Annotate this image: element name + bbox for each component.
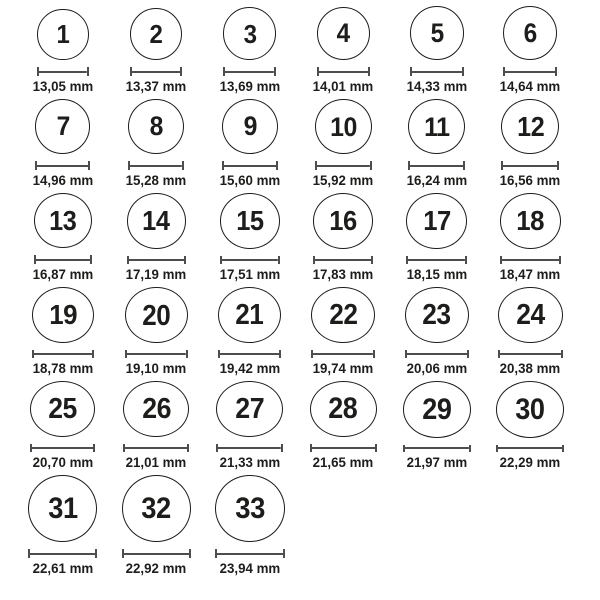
diameter-label: 13,37 mm (125, 78, 187, 94)
diameter-label: 14,96 mm (32, 172, 94, 188)
diameter-label: 22,92 mm (125, 560, 187, 576)
ring-size-item (16, 99, 110, 193)
ring-size-item (297, 287, 391, 381)
ring-size-number: 16 (329, 204, 358, 236)
ring-circle (222, 99, 278, 154)
ring-circle (130, 8, 182, 60)
diameter-measure-line (406, 256, 467, 264)
diameter-measure-line (223, 67, 276, 76)
diameter-label: 19,74 mm (312, 360, 374, 376)
ring-circle (403, 381, 471, 438)
ring-circle (317, 7, 370, 60)
ring-size-number: 22 (329, 298, 358, 331)
diameter-label: 15,28 mm (125, 172, 187, 188)
ring-size-item (390, 99, 484, 193)
ring-size-number: 30 (515, 392, 545, 426)
ring-circle (500, 193, 561, 249)
ring-circle (35, 99, 90, 154)
ring-size-item (16, 5, 110, 99)
ring-circle (503, 6, 557, 60)
diameter-label: 13,69 mm (219, 78, 281, 94)
ring-circle (125, 287, 188, 343)
ring-size-number: 25 (48, 392, 78, 425)
diameter-label: 16,24 mm (406, 172, 468, 188)
diameter-label: 16,56 mm (499, 172, 561, 188)
ring-size-item (203, 381, 297, 475)
diameter-measure-line (28, 549, 97, 558)
ring-size-number: 33 (234, 491, 265, 525)
diameter-measure-line (128, 161, 184, 170)
diameter-label: 18,78 mm (32, 360, 94, 376)
ring-size-number: 3 (243, 18, 257, 49)
ring-size-number: 26 (141, 392, 171, 425)
ring-size-number: 10 (329, 111, 357, 143)
diameter-measure-line (123, 444, 189, 452)
diameter-measure-line (122, 549, 191, 558)
ring-size-number: 27 (235, 392, 265, 425)
diameter-measure-line (34, 255, 92, 264)
ring-size-item (110, 193, 204, 287)
ring-size-number: 29 (422, 392, 452, 426)
ring-row (16, 99, 600, 193)
ring-size-item (297, 99, 391, 193)
ring-size-item (484, 193, 578, 287)
ring-size-number: 6 (523, 17, 537, 48)
diameter-measure-line (216, 444, 283, 452)
diameter-label: 13,05 mm (32, 78, 94, 94)
ring-circle (406, 193, 467, 249)
diameter-measure-line (37, 67, 89, 76)
ring-size-item (110, 99, 204, 193)
ring-circle (216, 381, 283, 437)
diameter-measure-line (218, 350, 281, 358)
ring-size-number: 31 (48, 491, 78, 525)
ring-size-number: 4 (336, 18, 350, 49)
ring-size-item (390, 287, 484, 381)
ring-size-item (203, 287, 297, 381)
diameter-measure-line (503, 67, 557, 76)
ring-size-item (16, 287, 110, 381)
ring-size-number: 14 (142, 204, 170, 236)
ring-circle (501, 99, 559, 154)
diameter-measure-line (498, 350, 563, 358)
ring-size-number: 11 (423, 111, 450, 143)
diameter-measure-line (310, 444, 377, 452)
diameter-label: 19,10 mm (125, 360, 187, 376)
ring-size-item (390, 193, 484, 287)
ring-circle (32, 287, 94, 343)
ring-size-item (484, 99, 578, 193)
ring-size-number: 18 (516, 204, 545, 236)
ring-size-item (390, 5, 484, 99)
diameter-measure-line (222, 161, 278, 170)
diameter-measure-line (410, 67, 464, 76)
diameter-measure-line (220, 256, 280, 264)
ring-size-number: 17 (422, 204, 451, 236)
ring-size-item (203, 475, 297, 581)
diameter-measure-line (32, 350, 94, 358)
diameter-measure-line (313, 256, 373, 264)
ring-size-item (297, 5, 391, 99)
ring-circle (34, 193, 92, 248)
ring-size-item (484, 5, 578, 99)
ring-size-number: 9 (243, 111, 257, 142)
diameter-label: 22,29 mm (499, 454, 561, 470)
ring-circle (215, 475, 285, 542)
diameter-measure-line (127, 256, 186, 264)
ring-circle (223, 7, 276, 60)
diameter-label: 18,47 mm (499, 266, 561, 282)
ring-circle (313, 193, 373, 249)
diameter-measure-line (311, 350, 375, 358)
ring-size-item (16, 193, 110, 287)
ring-size-item (297, 193, 391, 287)
ring-row (16, 381, 600, 475)
diameter-measure-line (215, 549, 285, 558)
ring-size-item (390, 381, 484, 475)
ring-circle (220, 193, 280, 249)
ring-size-item (203, 99, 297, 193)
diameter-label: 20,38 mm (499, 360, 561, 376)
diameter-measure-line (403, 445, 471, 452)
ring-circle (37, 9, 89, 61)
ring-size-number: 12 (516, 111, 544, 143)
diameter-measure-line (500, 256, 561, 264)
diameter-label: 15,92 mm (312, 172, 374, 188)
ring-size-number: 7 (56, 111, 70, 142)
diameter-label: 14,64 mm (499, 78, 561, 94)
ring-circle (310, 381, 377, 437)
ring-size-item (110, 5, 204, 99)
ring-size-item (110, 287, 204, 381)
ring-circle (123, 381, 189, 437)
ring-circle (408, 99, 465, 154)
diameter-measure-line (130, 67, 182, 76)
diameter-measure-line (496, 445, 564, 452)
ring-size-number: 8 (149, 111, 163, 142)
ring-circle (315, 99, 372, 154)
ring-circle (28, 475, 97, 542)
diameter-label: 20,06 mm (406, 360, 468, 376)
ring-circle (127, 193, 186, 249)
diameter-measure-line (405, 350, 469, 358)
diameter-measure-line (408, 161, 465, 170)
ring-size-number: 13 (49, 205, 77, 237)
diameter-label: 23,94 mm (219, 560, 281, 576)
ring-size-item (110, 381, 204, 475)
ring-circle (405, 287, 469, 343)
ring-row (16, 193, 600, 287)
ring-circle (496, 381, 564, 438)
ring-size-number: 15 (236, 204, 264, 236)
diameter-label: 22,61 mm (32, 560, 94, 576)
ring-size-number: 2 (149, 18, 163, 49)
ring-row (16, 287, 600, 381)
ring-size-number: 20 (142, 298, 171, 331)
diameter-label: 14,33 mm (406, 78, 468, 94)
ring-size-item (484, 287, 578, 381)
ring-size-item (484, 381, 578, 475)
ring-size-number: 28 (328, 392, 358, 425)
ring-circle (498, 287, 563, 343)
diameter-label: 17,51 mm (219, 266, 281, 282)
diameter-measure-line (30, 444, 95, 452)
diameter-label: 21,33 mm (219, 454, 281, 470)
diameter-label: 20,70 mm (32, 454, 94, 470)
diameter-label: 15,60 mm (219, 172, 281, 188)
diameter-label: 17,19 mm (125, 266, 187, 282)
ring-size-number: 1 (56, 19, 70, 50)
ring-size-item (203, 5, 297, 99)
ring-size-item (203, 193, 297, 287)
ring-circle (30, 381, 95, 437)
diameter-label: 18,15 mm (406, 266, 468, 282)
ring-size-number: 24 (515, 298, 545, 331)
ring-size-number: 23 (422, 298, 451, 331)
diameter-measure-line (317, 67, 370, 76)
diameter-label: 21,97 mm (406, 454, 468, 470)
ring-row (16, 475, 600, 581)
ring-circle (311, 287, 375, 343)
diameter-label: 16,87 mm (32, 266, 94, 282)
ring-size-item (297, 381, 391, 475)
ring-size-item (16, 381, 110, 475)
diameter-label: 21,01 mm (125, 454, 187, 470)
ring-circle (122, 475, 191, 542)
ring-circle (128, 99, 184, 154)
diameter-label: 17,83 mm (312, 266, 374, 282)
ring-circle (218, 287, 281, 343)
diameter-label: 21,65 mm (312, 454, 374, 470)
diameter-measure-line (125, 350, 188, 358)
diameter-measure-line (501, 161, 559, 170)
ring-size-item (110, 475, 204, 581)
ring-size-number: 5 (430, 17, 444, 48)
ring-size-number: 19 (48, 298, 77, 330)
ring-size-number: 32 (141, 491, 171, 525)
ring-circle (410, 6, 464, 60)
diameter-label: 14,01 mm (312, 78, 374, 94)
diameter-label: 19,42 mm (219, 360, 281, 376)
diameter-measure-line (35, 161, 90, 170)
diameter-measure-line (315, 161, 372, 170)
ring-size-number: 21 (235, 298, 264, 331)
ring-size-item (16, 475, 110, 581)
ring-row (16, 5, 600, 99)
